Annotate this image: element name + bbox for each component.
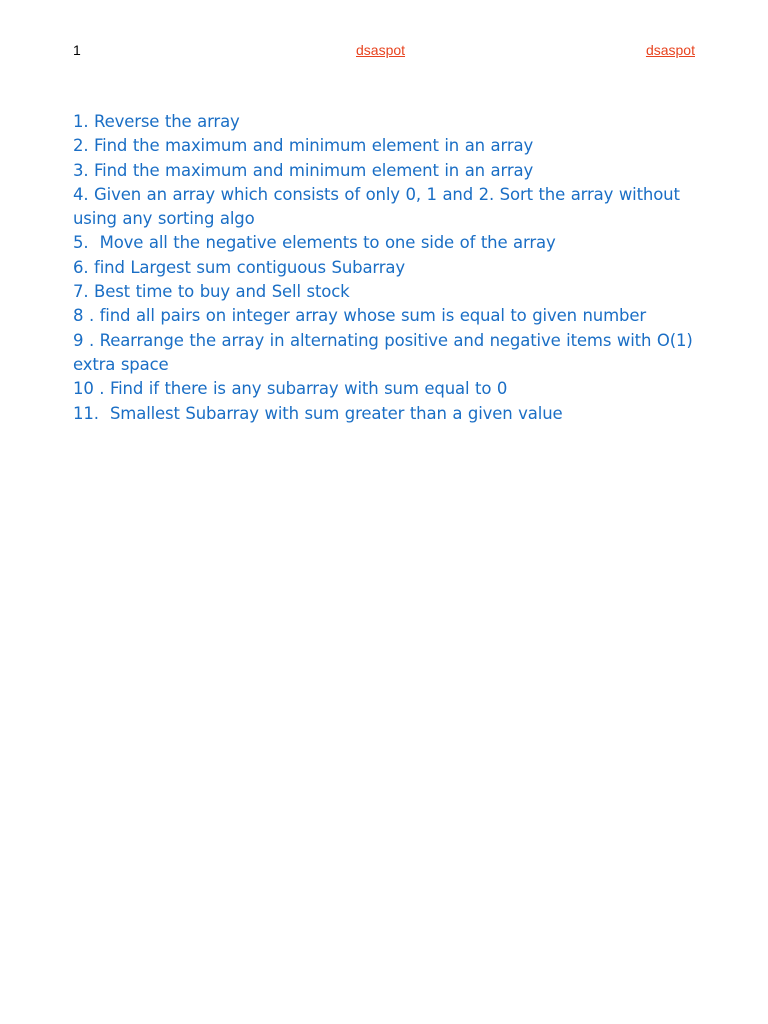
problem-item-10: 10 . Find if there is any subarray with sum equal to 0 — [73, 379, 508, 399]
problem-item-1: 1. Reverse the array — [73, 112, 240, 131]
problem-list — [73, 110, 703, 426]
page-header — [73, 42, 695, 62]
problem-item-4: 4. Given an array which consists of only 0, 1 and 2. Sort the array without using any sorting algo — [73, 184, 686, 229]
problem-item-11: 11. Smallest Subarray with sum greater than a given value — [73, 403, 563, 423]
page-number: 1 — [73, 42, 81, 58]
problem-item-6: 6. find Largest sum contiguous Subarray — [73, 257, 405, 277]
problem-item-5: 5. Move all the negative elements to one side of the array — [73, 233, 556, 253]
problem-item-2: 2. Find the maximum and minimum element in an array — [73, 136, 534, 156]
problem-item-9: 9 . Rearrange the array in alternating positive and negative items with O(1) extra space — [73, 330, 699, 374]
problem-item-7: 7. Best time to buy and Sell stock — [73, 282, 350, 302]
dsaspot-link-center[interactable]: dsaspot — [356, 42, 406, 58]
problem-item-3: 3. Find the maximum and minimum element in an array — [73, 160, 534, 180]
problem-item-8: 8 . find all pairs on integer array whose sum is equal to given number — [73, 306, 646, 326]
dsaspot-link-right[interactable]: dsaspot — [645, 42, 695, 58]
